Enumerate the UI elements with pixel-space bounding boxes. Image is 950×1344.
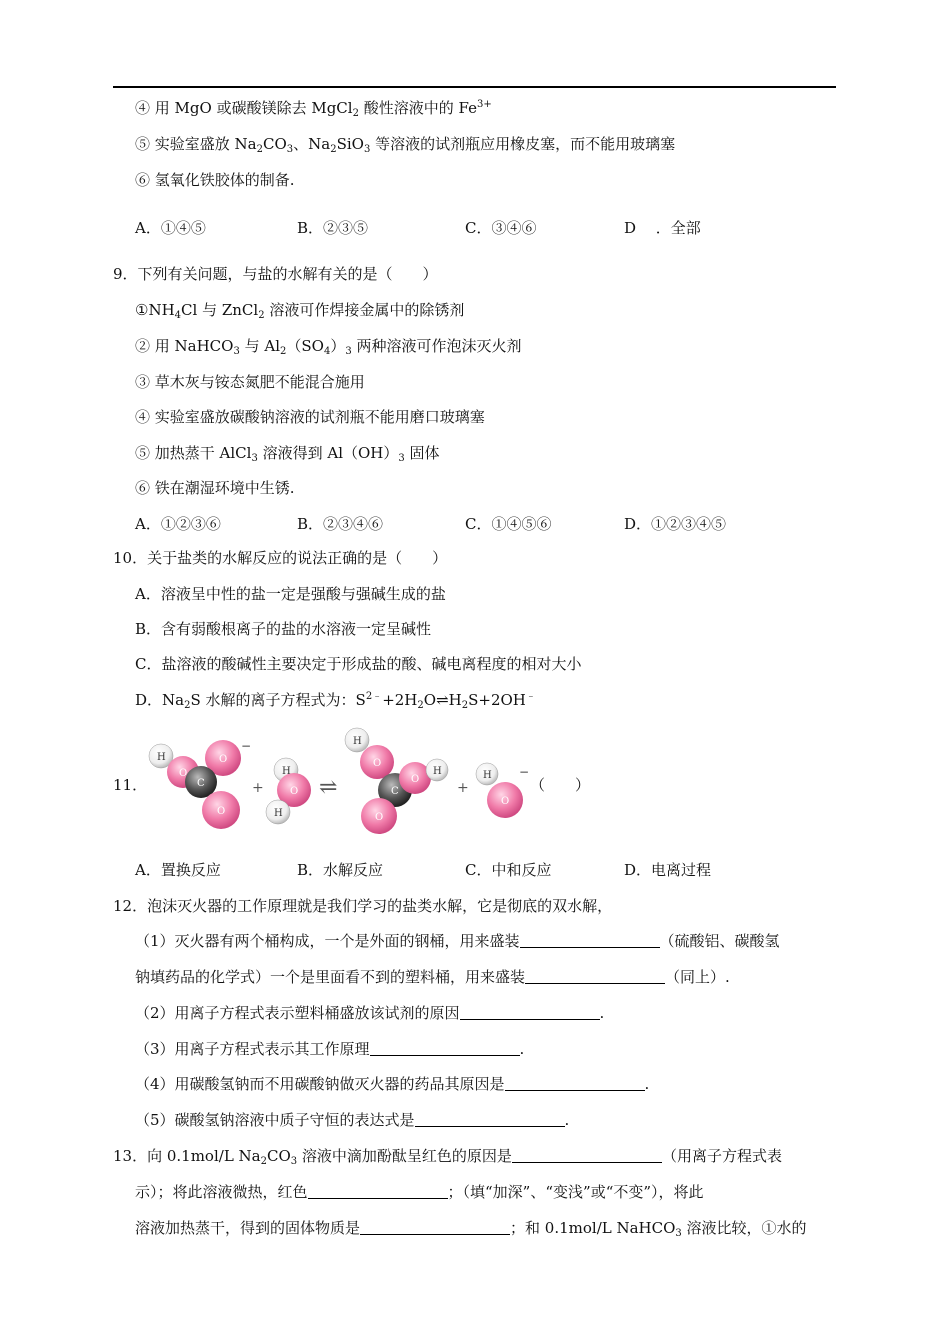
q11-number: 11．	[113, 776, 148, 794]
q11-option-b[interactable]: B．水解反应	[297, 861, 384, 879]
water-molecule	[266, 758, 311, 824]
atom-label: O	[411, 774, 420, 785]
q12-part-4: （4）用碳酸氢钠而不用碳酸钠做灭火器的药品其原因是 .	[135, 1075, 650, 1093]
atom-label: C	[391, 786, 399, 797]
plus-sign: +	[252, 780, 264, 796]
answer-blank[interactable]	[520, 933, 660, 948]
atom-label: H	[157, 752, 166, 763]
q9-item-4: ④ 实验室盛放碳酸钠溶液的试剂瓶不能用磨口玻璃塞	[135, 408, 485, 426]
q11-option-d[interactable]: D．电离过程	[624, 861, 712, 879]
q8-option-a[interactable]: A．①④⑤	[135, 219, 206, 237]
q9-option-b[interactable]: B．②③④⑥	[297, 515, 384, 533]
answer-blank[interactable]	[415, 1112, 565, 1127]
charge-label: −	[241, 739, 252, 753]
atom-label: H	[353, 736, 362, 747]
q12-part-3: （3）用离子方程式表示其工作原理 .	[135, 1040, 525, 1058]
q9-item-2: ② 用 NaHCO$_3$ 与 $Al_2(SO_4)_3$ 两种溶液可作泡沫灭火剂	[135, 337, 522, 357]
q13-line-3: 溶液加热蒸干，得到的固体物质是 ；和 0.1mol/L NaHCO$_3$ 溶液比较，①水的	[135, 1219, 807, 1239]
q12-part-2: （2）用离子方程式表示塑料桶盛放该试剂的原因 .	[135, 1004, 605, 1022]
q10-option-c[interactable]: C．盐溶液的酸碱性主要决定于形成盐的酸、碱电离程度的相对大小	[135, 655, 582, 673]
q13-line-1: 13．向 0.1mol/L $Na_2CO_3$ 溶液中滴加酚酞呈红色的原因是 （用离子方程式表	[113, 1147, 782, 1167]
header-rule	[113, 86, 836, 88]
atom-label: O	[217, 806, 226, 817]
plus-sign: +	[457, 780, 469, 796]
q13-line-2: 示）；将此溶液微热，红色 ；（填“加深”、“变浅”或“不变”），将此	[135, 1183, 704, 1201]
q9-item-3: ③ 草木灰与铵态氮肥不能混合施用	[135, 373, 365, 391]
q9-stem: 9．下列有关问题，与盐的水解有关的是（ ）	[113, 265, 438, 283]
answer-blank[interactable]	[360, 1220, 510, 1235]
q8-item-5: ⑤ 实验室盛放 $Na_2CO_3$、$Na_2SiO_3$ 等溶液的试剂瓶应用橡皮塞，而不能用玻璃塞	[135, 135, 676, 155]
carbonic-acid-molecule	[345, 728, 448, 834]
atom-label: O	[219, 754, 228, 765]
q9-option-a[interactable]: A．①②③⑥	[135, 515, 221, 533]
q8-option-b[interactable]: B．②③⑤	[297, 219, 369, 237]
q9-item-5: ⑤ 加热蒸干 AlCl$_3$ 溶液得到 $Al(OH)_3$ 固体	[135, 444, 440, 464]
atom-label: H	[433, 766, 442, 777]
q12-part-1-cont: 钠填药品的化学式）一个是里面看不到的塑料桶，用来盛装 （同上）.	[135, 968, 730, 986]
atom-label: H	[483, 770, 492, 781]
atom-label: H	[274, 808, 283, 819]
atom-label: O	[373, 758, 382, 769]
charge-label: −	[519, 765, 530, 779]
answer-blank[interactable]	[512, 1148, 662, 1163]
q10-option-a[interactable]: A．溶液呈中性的盐一定是强酸与强碱生成的盐	[135, 585, 446, 603]
q9-option-c[interactable]: C．①④⑤⑥	[465, 515, 552, 533]
q10-stem: 10．关于盐类的水解反应的说法正确的是（ ）	[113, 549, 448, 567]
q9-item-1: $①NH_4Cl$ 与 ZnCl$_2$ 溶液可作焊接金属中的除锈剂	[135, 301, 465, 321]
q8-option-d[interactable]: D ．全部	[624, 219, 701, 237]
q8-item-4: ④ 用 MgO 或碳酸镁除去 MgCl$_2$ 酸性溶液中的 $Fe^{3+}$	[135, 99, 492, 119]
answer-blank[interactable]	[308, 1184, 448, 1199]
answer-blank[interactable]	[505, 1076, 645, 1091]
atom-label: O	[501, 796, 510, 807]
q11-option-a[interactable]: A．置换反应	[135, 861, 221, 879]
q10-option-d[interactable]: D．$Na_2S$ 水解的离子方程式为：$S^{2﹣}+2H_2O\rightleftharpoons H_2S+2OH^﹣$	[135, 691, 536, 711]
atom-label: O	[290, 786, 299, 797]
q9-option-d[interactable]: D．①②③④⑤	[624, 515, 727, 533]
answer-blank[interactable]	[370, 1041, 520, 1056]
q8-option-c[interactable]: C．③④⑥	[465, 219, 537, 237]
hydroxide-ion	[476, 763, 529, 818]
atom-label: O	[375, 812, 384, 823]
q12-part-1: （1）灭火器有两个桶构成，一个是外面的钢桶，用来盛装 （硫酸铝、碳酸氢	[135, 932, 780, 950]
q11-option-c[interactable]: C．中和反应	[465, 861, 552, 879]
q10-option-b[interactable]: B．含有弱酸根离子的盐的水溶液一定呈碱性	[135, 620, 432, 638]
atom-label: C	[197, 778, 205, 789]
answer-blank[interactable]	[525, 969, 665, 984]
hydrolysis-reaction-diagram	[145, 722, 595, 842]
bicarbonate-ion	[149, 739, 251, 829]
q8-item-6: ⑥ 氢氧化铁胶体的制备.	[135, 171, 295, 189]
q9-item-6: ⑥ 铁在潮湿环境中生锈.	[135, 479, 295, 497]
q11-answer-blank: （ ）	[530, 776, 591, 794]
equilibrium-arrow: ⇌	[319, 775, 338, 800]
answer-blank[interactable]	[460, 1005, 600, 1020]
q12-part-5: （5）碳酸氢钠溶液中质子守恒的表达式是 .	[135, 1111, 570, 1129]
atom-label: H	[282, 766, 291, 777]
atom-label: O	[179, 768, 188, 779]
q12-stem: 12．泡沫灭火器的工作原理就是我们学习的盐类水解，它是彻底的双水解，	[113, 897, 613, 915]
